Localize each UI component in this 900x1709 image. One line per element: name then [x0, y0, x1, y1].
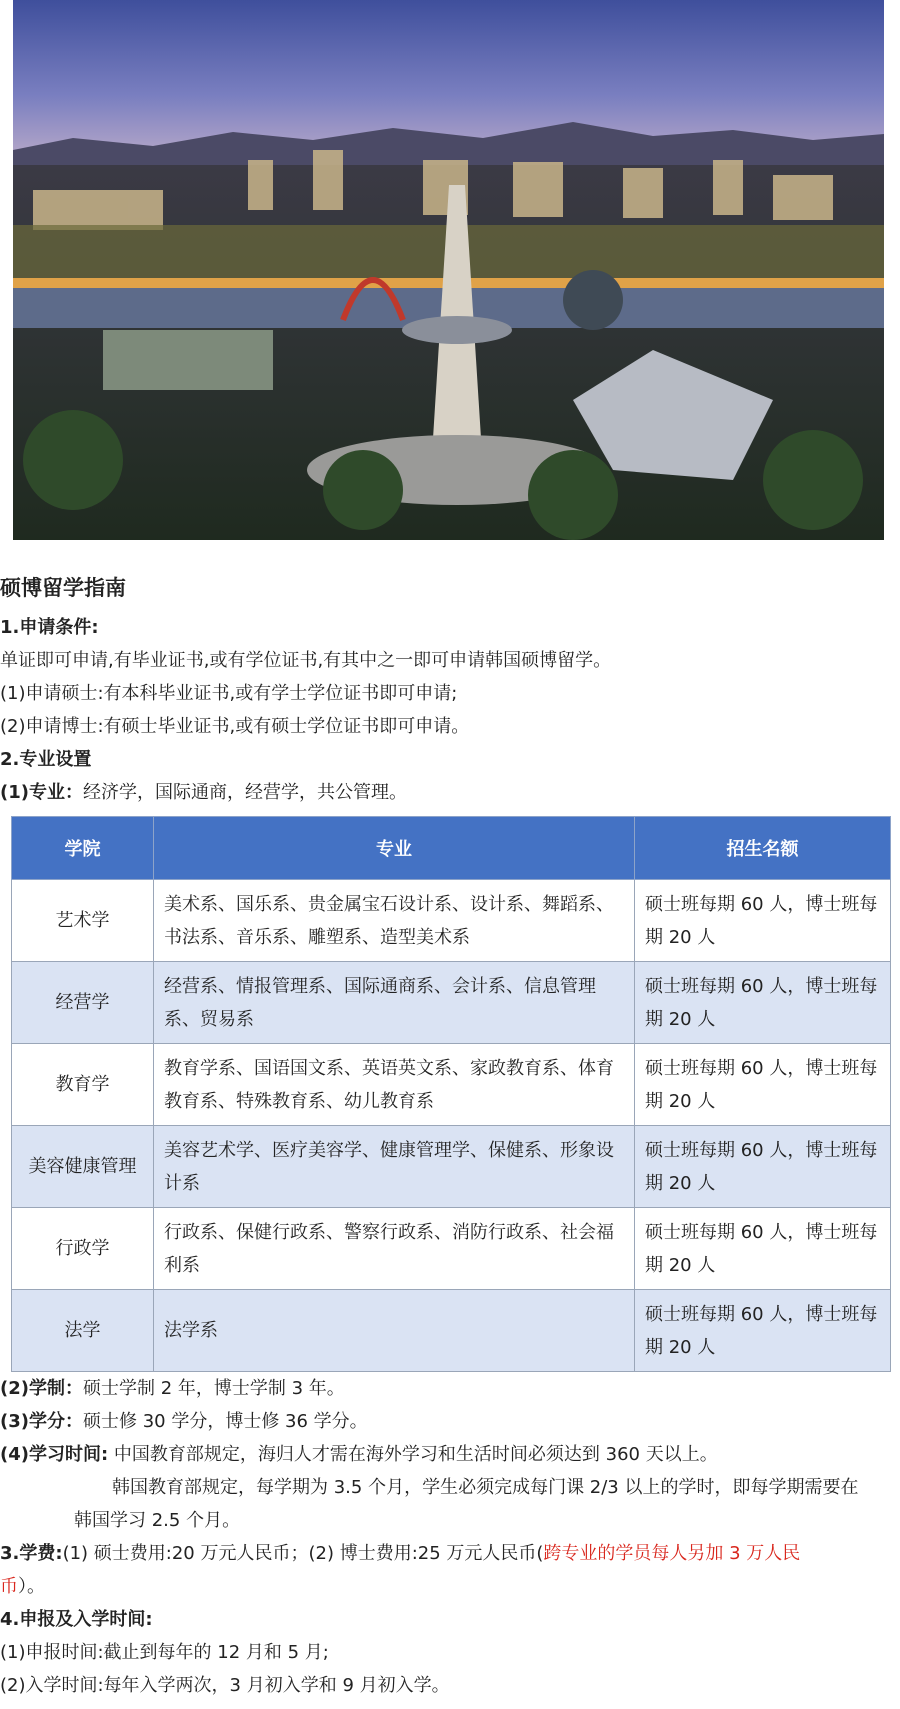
- conditions-intro: 单证即可申请,有毕业证书,或有学位证书,有其中之一即可申请韩国硕博留学。: [0, 650, 612, 671]
- college-cell: 教育学: [12, 1044, 154, 1126]
- fees-note-2: 币: [0, 1576, 18, 1597]
- majors-line: [0, 776, 900, 809]
- page-title: 硕博留学指南: [0, 576, 126, 600]
- majors-heading: 2.专业设置: [0, 749, 92, 770]
- credits-line: [0, 1405, 900, 1438]
- conditions-heading: 1.申请条件:: [0, 617, 99, 638]
- conditions-doctor: (2)申请博士:有硕士毕业证书,或有硕士学位证书即可申请。: [0, 716, 470, 737]
- city-skyline-illustration: [13, 0, 884, 540]
- college-cell: 艺术学: [12, 880, 154, 962]
- credits-label: (3)学分：: [0, 1411, 83, 1432]
- majors-cell: 经营系、情报管理系、国际通商系、会计系、信息管理系、贸易系: [154, 962, 635, 1044]
- study-time-label: (4)学习时间:: [0, 1444, 109, 1465]
- majors-cell: 美术系、国乐系、贵金属宝石设计系、设计系、舞蹈系、书法系、音乐系、雕塑系、造型美术系: [154, 880, 635, 962]
- quota-cell: 硕士班每期 60 人，博士班每期 20 人: [635, 880, 891, 962]
- application-heading: 4.申报及入学时间:: [0, 1609, 153, 1630]
- majors-label: (1)专业：: [0, 782, 83, 803]
- application-deadline: (1)申报时间:截止到每年的 12 月和 5 月;: [0, 1642, 329, 1663]
- study-time-korea-1: 韩国教育部规定，每学期为 3.5 个月，学生必须完成每门课 2/3 以上的学时，即每学期需要在: [112, 1477, 859, 1498]
- guide-details: [0, 1372, 900, 1702]
- quota-cell: 硕士班每期 60 人，博士班每期 20 人: [635, 962, 891, 1044]
- fees-text: (1) 硕士费用:20 万元人民币；(2) 博士费用:25 万元人民币(: [62, 1543, 544, 1564]
- college-cell: 行政学: [12, 1208, 154, 1290]
- quota-cell: 硕士班每期 60 人，博士班每期 20 人: [635, 1126, 891, 1208]
- study-time-line: [0, 1438, 900, 1471]
- header-quota: 招生名额: [635, 817, 891, 880]
- majors-table: [11, 816, 891, 1372]
- table-row: [12, 1126, 891, 1208]
- table-row: [12, 962, 891, 1044]
- college-cell: 法学: [12, 1290, 154, 1372]
- table-row: [12, 880, 891, 962]
- fees-note-1: 跨专业的学员每人另加 3 万人民: [543, 1543, 801, 1564]
- study-time-china: 中国教育部规定，海归人才需在海外学习和生活时间必须达到 360 天以上。: [113, 1444, 718, 1465]
- majors-cell: 教育学系、国语国文系、英语英文系、家政教育系、体育教育系、特殊教育系、幼儿教育系: [154, 1044, 635, 1126]
- table-row: [12, 1208, 891, 1290]
- credits-text: 硕士修 30 学分，博士修 36 学分。: [82, 1411, 368, 1432]
- majors-cell: 行政系、保健行政系、警察行政系、消防行政系、社会福利系: [154, 1208, 635, 1290]
- conditions-master: (1)申请硕士:有本科毕业证书,或有学士学位证书即可申请;: [0, 683, 458, 704]
- table-row: [12, 1290, 891, 1372]
- city-night-photo: [13, 0, 884, 540]
- college-cell: 美容健康管理: [12, 1126, 154, 1208]
- quota-cell: 硕士班每期 60 人，博士班每期 20 人: [635, 1044, 891, 1126]
- header-majors: 专业: [154, 817, 635, 880]
- guide-content: [0, 560, 900, 809]
- application-enrollment: (2)入学时间:每年入学两次，3 月初入学和 9 月初入学。: [0, 1675, 450, 1696]
- quota-cell: 硕士班每期 60 人，博士班每期 20 人: [635, 1208, 891, 1290]
- majors-cell: 美容艺术学、医疗美容学、健康管理学、保健系、形象设计系: [154, 1126, 635, 1208]
- header-college: 学院: [12, 817, 154, 880]
- table-row: [12, 1044, 891, 1126]
- fees-close: ）。: [18, 1576, 45, 1597]
- duration-text: 硕士学制 2 年，博士学制 3 年。: [82, 1378, 345, 1399]
- majors-text: 经济学，国际通商，经营学，共公管理。: [82, 782, 407, 803]
- fees-line-2: [0, 1570, 900, 1603]
- table-header-row: [12, 817, 891, 880]
- study-time-korea-2: 韩国学习 2.5 个月。: [74, 1510, 241, 1531]
- fees-label: 3.学费:: [0, 1543, 63, 1564]
- fees-line: [0, 1537, 900, 1570]
- college-cell: 经营学: [12, 962, 154, 1044]
- duration-label: (2)学制：: [0, 1378, 83, 1399]
- duration-line: [0, 1372, 900, 1405]
- quota-cell: 硕士班每期 60 人，博士班每期 20 人: [635, 1290, 891, 1372]
- majors-cell: 法学系: [154, 1290, 635, 1372]
